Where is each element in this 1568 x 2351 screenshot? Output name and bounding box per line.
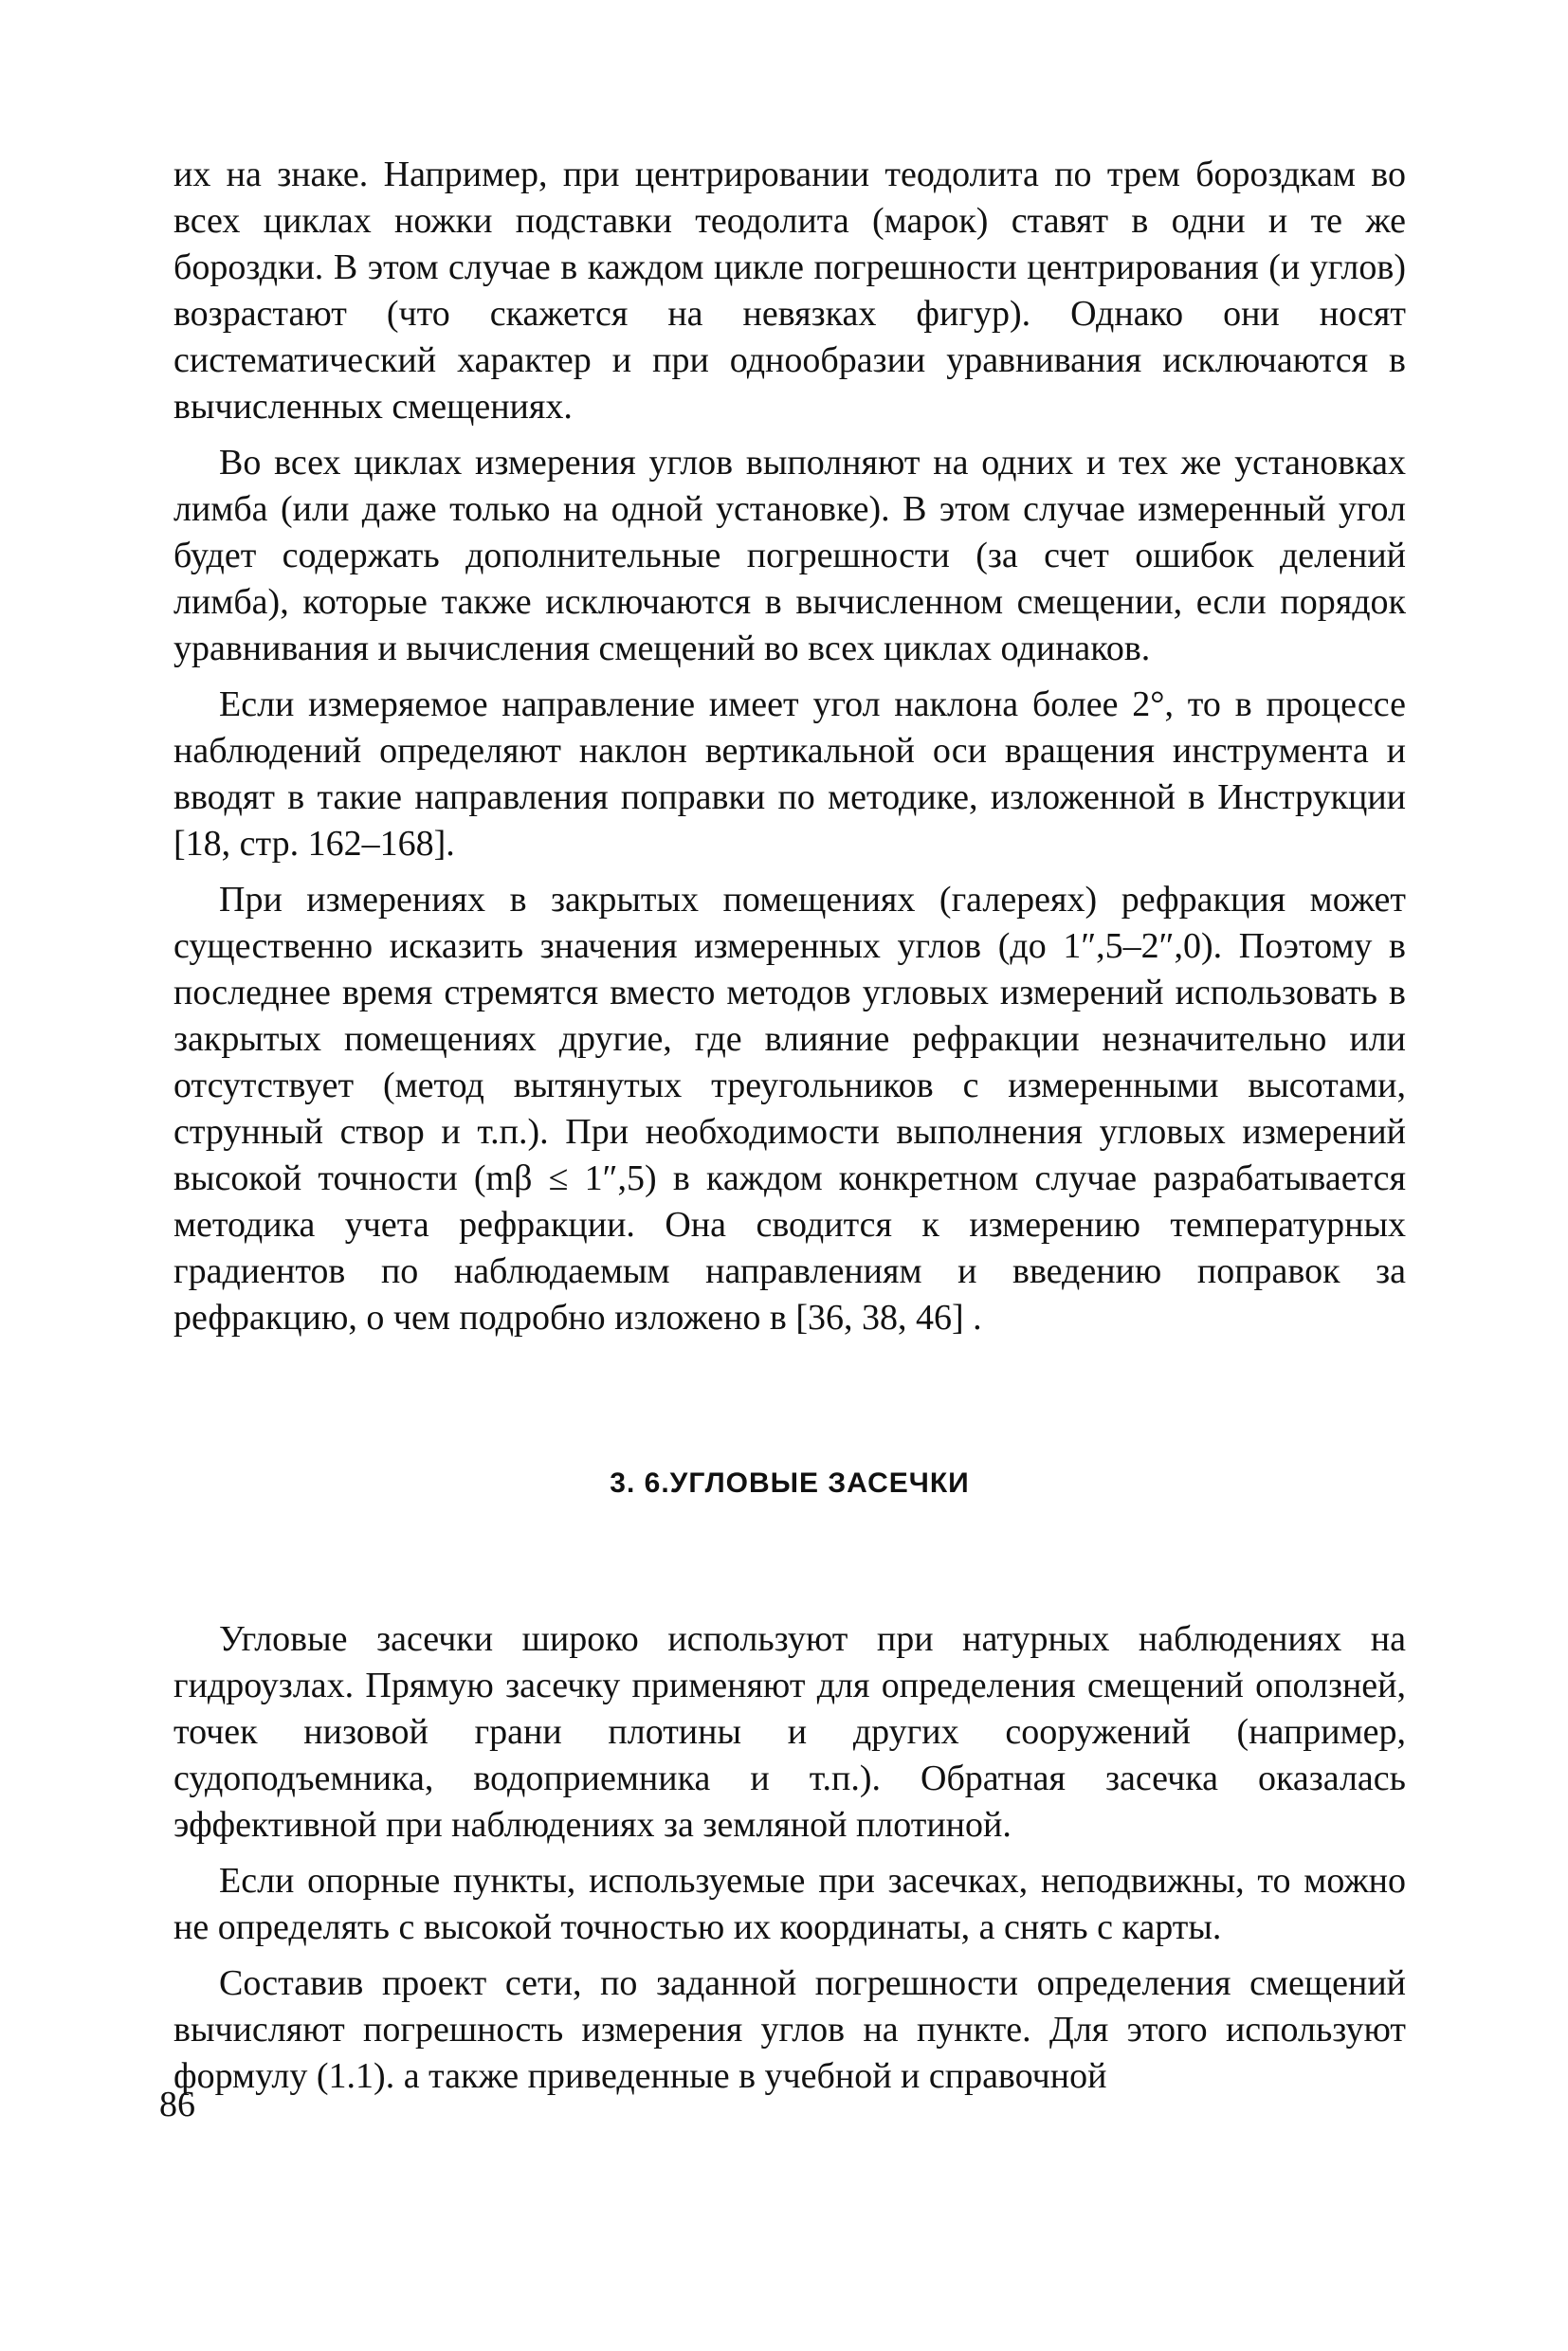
paragraph-2: Во всех циклах измерения углов выполняют на одних и тех же установках лимба (или даже только на одной установке). В этом случае измеренный угол будет содержать дополнительные погрешности (за счет ошибок делений лимба), которые также исключаются в вычисленном смещении, если порядок уравнивания и вычисления смещений во всех циклах одинаков. (173, 443, 1406, 668)
paragraph-6: Если опорные пункты, используемые при засечках, неподвижны, то можно не определять с высокой точностью их координаты, а снять с карты. (173, 1861, 1406, 1947)
section-heading: 3. 6.УГЛОВЫЕ ЗАСЕЧКИ (610, 1467, 970, 1499)
paragraph-3: Если измеряемое направление имеет угол наклона более 2°, то в процессе наблюдений определяют наклон вертикальной оси вращения инструмента и вводят в такие направления поправки по методике, изложенной в Инструкции [18, стр. 162–168]. (173, 684, 1406, 864)
paragraph-4: При измерениях в закрытых помещениях (галереях) рефракция может существенно исказить значения измеренных углов (до 1″,5–2″,0). Поэтому в последнее время стремятся вместо методов угловых измерений использовать в закрытых помещениях другие, где влияние рефракции незначительно или отсутствует (метод вытянутых треугольников с измеренными высотами, струнный створ и т.п.). При необходимости выполнения угловых измерений высокой точности (mβ ≤ 1″,5) в каждом конкретном случае разрабатывается методика учета рефракции. Она сводится к измерению температурных градиентов по наблюдаемым направлениям и введению поправок за рефракцию, о чем подробно изложено в [36, 38, 46] . (173, 880, 1406, 1338)
paragraph-1: их на знаке. Например, при центрировании теодолита по трем бороздкам во всех циклах ножки подставки теодолита (марок) ставят в одни и те же бороздки. В этом случае в каждом цикле погрешности центрирования (и углов) возрастают (что скажется на невязках фигур). Однако они носят систематический характер и при однообразии уравнивания исключаются в вычисленных смещениях. (173, 155, 1406, 427)
page-number: 86 (159, 2085, 195, 2124)
paragraph-5: Угловые засечки широко используют при натурных наблюдениях на гидроузлах. Прямую засечку применяют для определения смещений оползней, точек низовой грани плотины и других сооружений (например, судоподъемника, водоприемника и т.п.). Обратная засечка оказалась эффективной при наблюдениях за земляной плотиной. (173, 1619, 1406, 1845)
page-body (173, 152, 1406, 2109)
paragraph-7: Составив проект сети, по заданной погрешности определения смещений вычисляют погрешность измерения углов на пункте. Для этого используют формулу (1.1). а также приведенные в учебной и справочной (173, 1963, 1406, 2096)
section-heading-container (173, 1351, 1406, 1616)
